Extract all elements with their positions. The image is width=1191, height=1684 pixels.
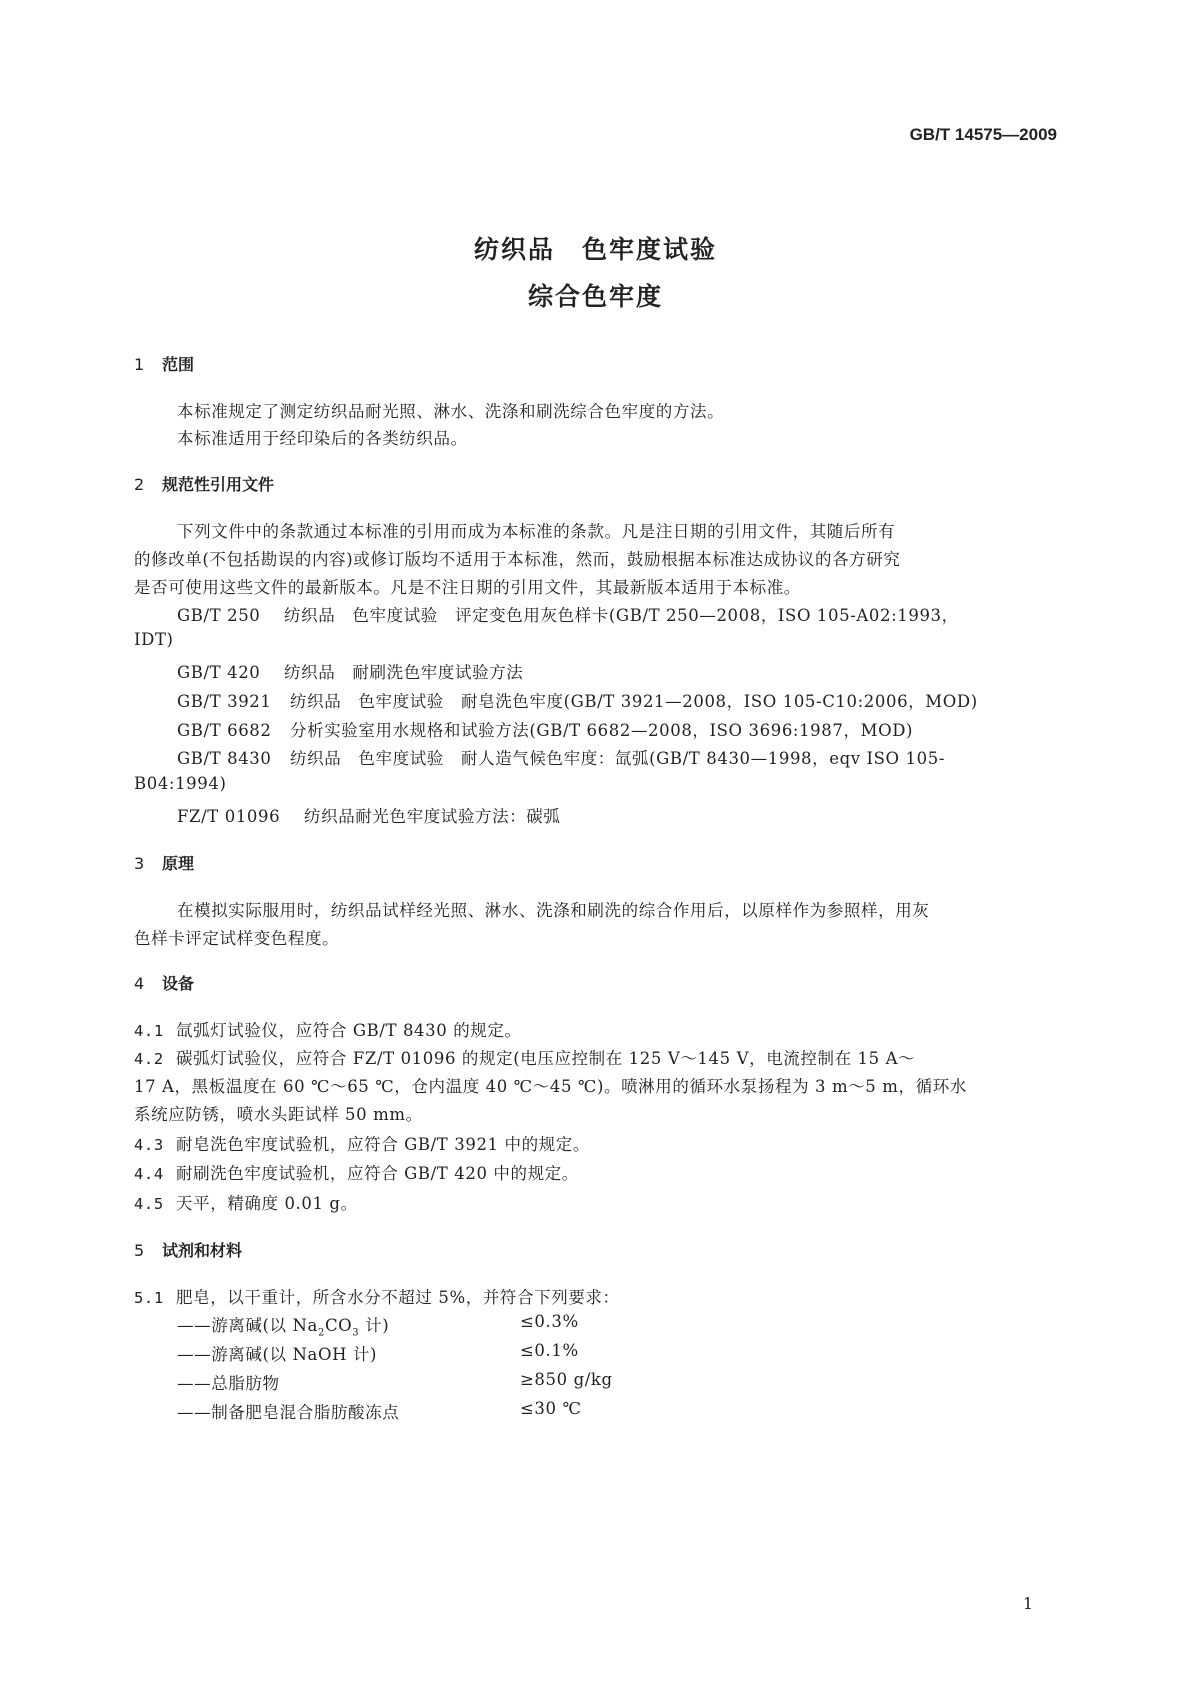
clause-text: 肥皂，以干重计，所含水分不超过 5%，并符合下列要求： (176, 1288, 620, 1307)
normative-reference (177, 659, 523, 683)
requirement-label: ——游离碱(以 $Na_2CO_3$ 计) (177, 1316, 390, 1339)
reference-title: 分析实验室用水规格和试验方法(GB/T 6682—2008，ISO 3696:1987，MOD) (290, 721, 914, 740)
clause-4-2 (134, 1045, 915, 1069)
section-3-paragraph: 在模拟实际服用时，纺织品试样经光照、淋水、洗涤和刷洗的综合作用后，以原样作为参照样，用灰 (177, 901, 930, 920)
requirement-value: ≤0.3% (520, 1312, 579, 1331)
section-4-heading (134, 971, 194, 994)
clause-continuation: 系统应防锈，喷水头距试样 50 mm。 (134, 1105, 423, 1124)
section-title: 原理 (162, 854, 195, 873)
clause-4-4 (134, 1160, 579, 1184)
requirement-value: ≤30 ℃ (520, 1399, 582, 1418)
clause-number: 4.1 (134, 1022, 164, 1040)
clause-number: 4.4 (134, 1165, 164, 1183)
clause-number: 4.5 (134, 1195, 164, 1213)
section-title: 规范性引用文件 (162, 475, 275, 494)
section-5-heading (134, 1238, 242, 1261)
section-2-intro-line: 的修改单(不包括勘误的内容)或修订版均不适用于本标准，然而，鼓励根据本标准达成协议的各方研究 (134, 550, 901, 569)
reference-code: GB/T 8430 (177, 749, 272, 768)
document-title-line-1: 纺织品 色牢度试验 (473, 235, 717, 264)
reference-title: 纺织品耐光色牢度试验方法：碳弧 (304, 807, 561, 826)
clause-number: 4.2 (134, 1050, 164, 1068)
requirement-value: ≥850 g/kg (520, 1370, 613, 1389)
requirement-label: ——游离碱(以 NaOH 计) (177, 1345, 378, 1364)
clause-4-1 (134, 1017, 522, 1041)
reference-code: GB/T 420 (177, 663, 261, 682)
normative-reference (177, 688, 978, 712)
clause-text: 耐皂洗色牢度试验机，应符合 GB/T 3921 中的规定。 (176, 1135, 590, 1154)
section-title: 范围 (162, 355, 195, 374)
reference-title: 纺织品 色牢度试验 评定变色用灰色样卡(GB/T 250—2008，ISO 105-A02:1993， (284, 606, 959, 625)
clause-text: 碳弧灯试验仪，应符合 FZ/T 01096 的规定(电压应控制在 125 V～145 V，电流控制在 15 A～ (176, 1049, 916, 1068)
section-3-heading (134, 851, 194, 874)
clause-4-3 (134, 1131, 590, 1155)
clause-text: 氙弧灯试验仪，应符合 GB/T 8430 的规定。 (176, 1021, 522, 1040)
section-title: 设备 (162, 974, 195, 993)
section-2-intro-line: 下列文件中的条款通过本标准的引用而成为本标准的条款。凡是注日期的引用文件，其随后所有 (177, 522, 896, 541)
clause-4-5 (134, 1190, 358, 1214)
reference-code: FZ/T 01096 (177, 807, 281, 826)
document-title-line-2: 综合色牢度 (527, 282, 663, 311)
reference-code: GB/T 250 (177, 606, 261, 625)
normative-reference (177, 602, 959, 626)
section-number: 5 (134, 1241, 145, 1260)
section-1-heading (134, 352, 194, 375)
normative-reference (177, 803, 561, 827)
requirement-label: ——总脂肪物 (177, 1374, 280, 1393)
reference-title: 纺织品 色牢度试验 耐皂洗色牢度(GB/T 3921—2008，ISO 105-C10:2006，MOD) (290, 692, 978, 711)
section-number: 1 (134, 355, 145, 374)
reference-title: 纺织品 耐刷洗色牢度试验方法 (284, 663, 524, 682)
normative-reference (177, 717, 913, 741)
section-3-paragraph: 色样卡评定试样变色程度。 (134, 929, 340, 948)
normative-reference (177, 745, 945, 769)
section-2-heading (134, 472, 274, 495)
clause-number: 4.3 (134, 1136, 164, 1154)
requirement-label: ——制备肥皂混合脂肪酸冻点 (177, 1403, 400, 1422)
section-number: 4 (134, 974, 145, 993)
reference-code: GB/T 3921 (177, 692, 272, 711)
section-title: 试剂和材料 (162, 1241, 243, 1260)
clause-5-1 (134, 1284, 620, 1308)
clause-number: 5.1 (134, 1289, 164, 1307)
section-2-intro-line: 是否可使用这些文件的最新版本。凡是不注日期的引用文件，其最新版本适用于本标准。 (134, 578, 801, 597)
reference-continuation: B04:1994) (134, 774, 227, 793)
section-number: 3 (134, 854, 145, 873)
clause-continuation: 17 A，黑板温度在 60 ℃～65 ℃，仓内温度 40 ℃～45 ℃)。喷淋用的循环水泵扬程为 3 m～5 m，循环水 (134, 1077, 967, 1096)
clause-text: 天平，精确度 0.01 g。 (176, 1194, 358, 1213)
section-number: 2 (134, 475, 145, 494)
reference-continuation: IDT) (134, 630, 174, 649)
section-1-paragraph: 本标准规定了测定纺织品耐光照、淋水、洗涤和刷洗综合色牢度的方法。 (177, 402, 725, 421)
standard-number: GB/T 14575—2009 (909, 125, 1057, 144)
reference-title: 纺织品 色牢度试验 耐人造气候色牢度：氙弧(GB/T 8430—1998，eqv ISO 105- (290, 749, 945, 768)
section-1-paragraph: 本标准适用于经印染后的各类纺织品。 (177, 429, 468, 448)
reference-code: GB/T 6682 (177, 721, 272, 740)
clause-text: 耐刷洗色牢度试验机，应符合 GB/T 420 中的规定。 (176, 1164, 579, 1183)
page-number: 1 (1022, 1594, 1033, 1613)
requirement-value: ≤0.1% (520, 1341, 579, 1360)
